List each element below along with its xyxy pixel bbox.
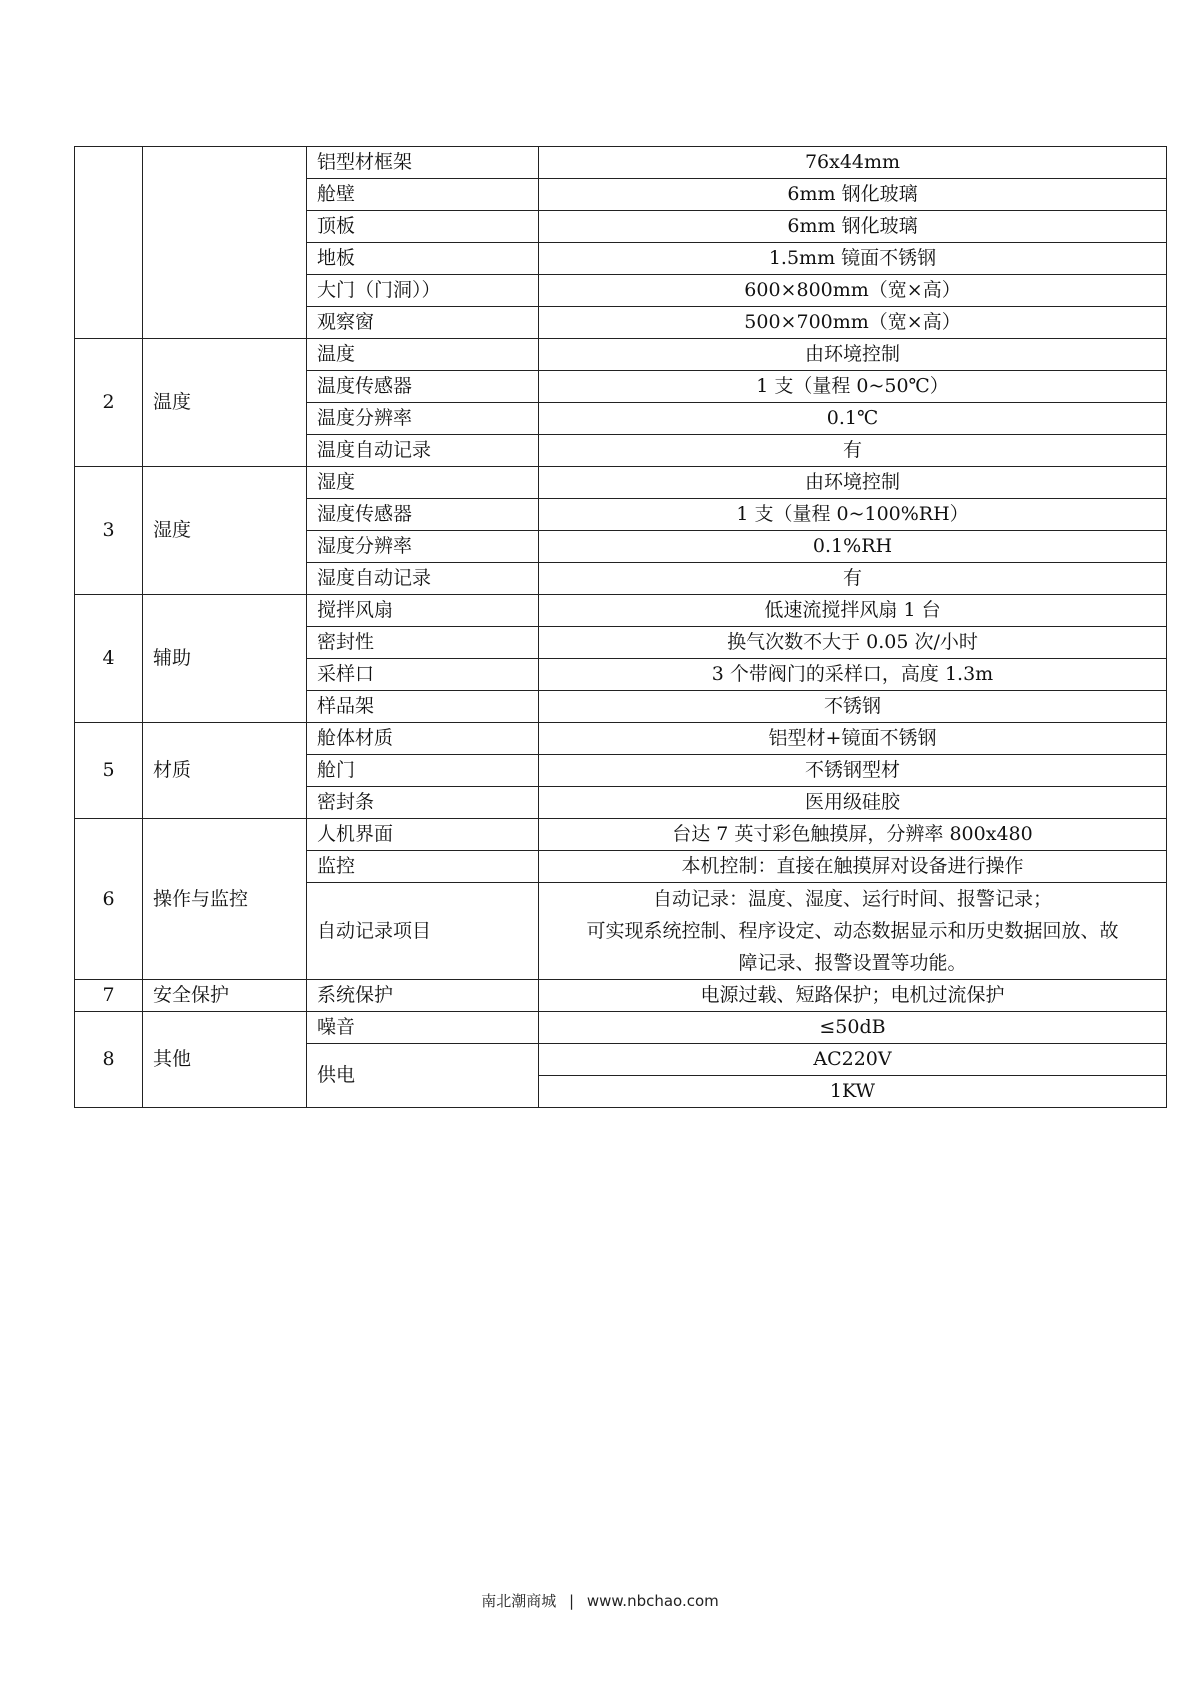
item-cell: 湿度分辨率: [307, 531, 539, 563]
value-cell: 1.5mm 镜面不锈钢: [539, 243, 1167, 275]
value-cell: 不锈钢: [539, 691, 1167, 723]
table-row: [75, 1012, 1167, 1044]
value-cell-multiline: [539, 883, 1167, 980]
table-row: [75, 147, 1167, 179]
item-cell: 自动记录项目: [307, 883, 539, 980]
category-cell: 安全保护: [143, 980, 307, 1012]
item-cell: 温度分辨率: [307, 403, 539, 435]
value-cell: 1 支（量程 0~100%RH）: [539, 499, 1167, 531]
value-cell: 0.1℃: [539, 403, 1167, 435]
item-cell: 密封性: [307, 627, 539, 659]
item-cell: 湿度传感器: [307, 499, 539, 531]
value-line: 障记录、报警设置等功能。: [738, 952, 967, 974]
row-number-cell: 7: [75, 980, 143, 1012]
value-line: 自动记录：温度、湿度、运行时间、报警记录；: [652, 888, 1052, 910]
item-cell: 密封条: [307, 787, 539, 819]
page-footer: [0, 1590, 1200, 1611]
item-cell: 温度传感器: [307, 371, 539, 403]
item-cell: 采样口: [307, 659, 539, 691]
item-cell: 系统保护: [307, 980, 539, 1012]
value-cell: 换气次数不大于 0.05 次/小时: [539, 627, 1167, 659]
value-cell: 由环境控制: [539, 339, 1167, 371]
table-row: [75, 723, 1167, 755]
value-cell: 低速流搅拌风扇 1 台: [539, 595, 1167, 627]
category-cell: 操作与监控: [143, 819, 307, 980]
item-cell: 铝型材框架: [307, 147, 539, 179]
category-cell: 湿度: [143, 467, 307, 595]
footer-site-name: 南北潮商城: [481, 1592, 557, 1610]
value-cell: 600×800mm（宽×高）: [539, 275, 1167, 307]
value-line: 可实现系统控制、程序设定、动态数据显示和历史数据回放、故: [586, 920, 1119, 942]
item-cell: 噪音: [307, 1012, 539, 1044]
item-cell: 温度自动记录: [307, 435, 539, 467]
item-cell: 地板: [307, 243, 539, 275]
item-cell: 舱壁: [307, 179, 539, 211]
table-row: [75, 339, 1167, 371]
item-cell: 搅拌风扇: [307, 595, 539, 627]
category-cell: [143, 147, 307, 339]
item-cell: 舱体材质: [307, 723, 539, 755]
table-row: [75, 595, 1167, 627]
value-cell: 76x44mm: [539, 147, 1167, 179]
spec-table: [74, 146, 1167, 1108]
value-cell: 6mm 钢化玻璃: [539, 179, 1167, 211]
row-number-cell: 4: [75, 595, 143, 723]
item-cell: 监控: [307, 851, 539, 883]
value-cell: 由环境控制: [539, 467, 1167, 499]
item-cell: 湿度自动记录: [307, 563, 539, 595]
value-cell: 0.1%RH: [539, 531, 1167, 563]
table-row: [75, 980, 1167, 1012]
item-cell: 湿度: [307, 467, 539, 499]
value-cell: 电源过载、短路保护；电机过流保护: [539, 980, 1167, 1012]
value-cell: 1KW: [539, 1076, 1167, 1108]
table-row: [75, 819, 1167, 851]
footer-separator: |: [569, 1592, 575, 1610]
value-cell: 不锈钢型材: [539, 755, 1167, 787]
value-cell: 台达 7 英寸彩色触摸屏，分辨率 800x480: [539, 819, 1167, 851]
item-cell: 人机界面: [307, 819, 539, 851]
row-number-cell: 5: [75, 723, 143, 819]
value-cell: AC220V: [539, 1044, 1167, 1076]
row-number-cell: [75, 147, 143, 339]
row-number-cell: 2: [75, 339, 143, 467]
value-cell: 本机控制：直接在触摸屏对设备进行操作: [539, 851, 1167, 883]
value-cell: 有: [539, 435, 1167, 467]
item-cell: 舱门: [307, 755, 539, 787]
item-cell: 样品架: [307, 691, 539, 723]
category-cell: 材质: [143, 723, 307, 819]
row-number-cell: 3: [75, 467, 143, 595]
item-cell: 供电: [307, 1044, 539, 1108]
item-cell: 观察窗: [307, 307, 539, 339]
category-cell: 辅助: [143, 595, 307, 723]
value-cell: 有: [539, 563, 1167, 595]
item-cell: 大门（门洞））: [307, 275, 539, 307]
item-cell: 顶板: [307, 211, 539, 243]
item-cell: 温度: [307, 339, 539, 371]
table-row: [75, 467, 1167, 499]
value-cell: 铝型材+镜面不锈钢: [539, 723, 1167, 755]
value-cell: 3 个带阀门的采样口，高度 1.3m: [539, 659, 1167, 691]
row-number-cell: 6: [75, 819, 143, 980]
row-number-cell: 8: [75, 1012, 143, 1108]
category-cell: 温度: [143, 339, 307, 467]
value-cell: 6mm 钢化玻璃: [539, 211, 1167, 243]
value-cell: 医用级硅胶: [539, 787, 1167, 819]
category-cell: 其他: [143, 1012, 307, 1108]
footer-url: www.nbchao.com: [586, 1592, 719, 1610]
value-cell: 500×700mm（宽×高）: [539, 307, 1167, 339]
value-cell: 1 支（量程 0~50℃）: [539, 371, 1167, 403]
value-cell: ≤50dB: [539, 1012, 1167, 1044]
